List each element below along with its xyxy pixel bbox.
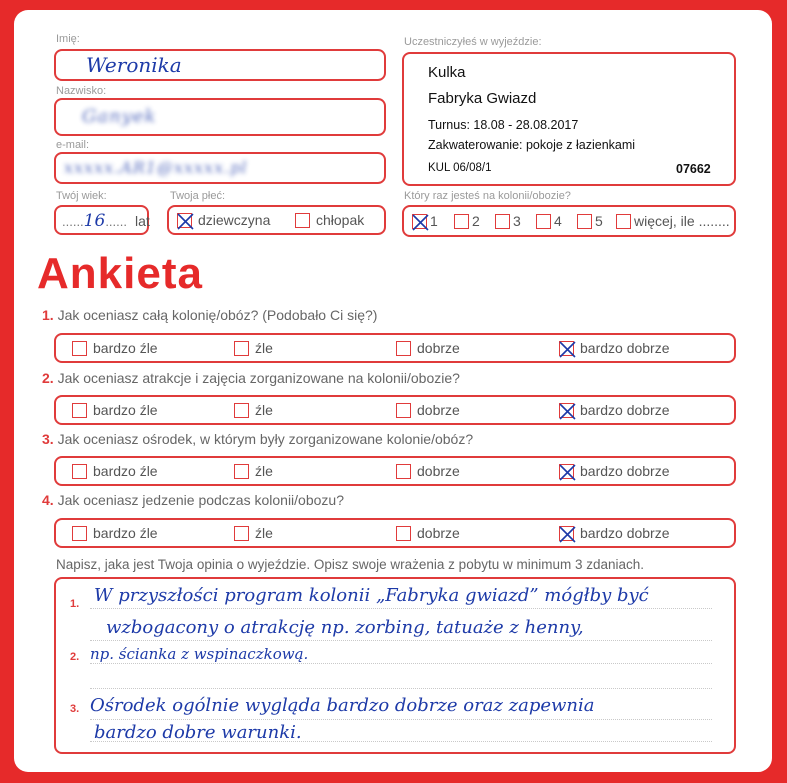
question-3-rating [54, 456, 736, 486]
rating-checkbox[interactable] [234, 526, 249, 541]
rating-option-zle[interactable] [234, 525, 273, 541]
rating-checkbox[interactable] [72, 526, 87, 541]
visits-label: Który raz jesteś na kolonii/obozie? [404, 190, 571, 202]
rating-option-bardzo-dobrze[interactable] [559, 463, 670, 479]
email-field[interactable] [54, 152, 386, 184]
rating-label: źle [255, 525, 273, 541]
visit-4-label: 4 [554, 213, 562, 229]
opinion-box[interactable] [54, 577, 736, 754]
rating-option-bardzo-zle[interactable] [72, 402, 158, 418]
rating-checkbox[interactable] [396, 526, 411, 541]
age-value: 16 [83, 211, 106, 231]
check-mark-icon [558, 339, 578, 359]
opinion-number-2: 2. [70, 651, 80, 663]
question-4-rating [54, 518, 736, 548]
trip-number: 07662 [676, 162, 711, 176]
opinion-line-1: W przyszłości program kolonii „Fabryka gwiazd” mógłby być [94, 585, 649, 606]
rating-label: bardzo dobrze [580, 402, 670, 418]
visit-1-checkbox[interactable] [412, 214, 427, 229]
question-3 [42, 431, 473, 447]
question-4-number: 4. [42, 492, 54, 508]
rating-option-dobrze[interactable] [396, 525, 460, 541]
visit-2-label: 2 [472, 213, 480, 229]
rating-option-dobrze[interactable] [396, 340, 460, 356]
question-4-text: Jak oceniasz jedzenie podczas kolonii/obozu? [57, 492, 344, 508]
opinion-line-4: Ośrodek ogólnie wygląda bardzo dobrze oraz zapewnia [90, 695, 595, 716]
visit-more-checkbox[interactable] [616, 214, 631, 229]
rating-label: bardzo źle [93, 402, 158, 418]
visit-2-checkbox[interactable] [454, 214, 469, 229]
rating-label: dobrze [417, 340, 460, 356]
trip-box [402, 52, 736, 186]
rating-checkbox[interactable] [234, 464, 249, 479]
trip-accommodation: Zakwaterowanie: pokoje z łazienkami [428, 138, 636, 152]
visit-option-2[interactable] [454, 213, 480, 229]
rating-checkbox[interactable] [72, 403, 87, 418]
rating-checkbox[interactable] [396, 403, 411, 418]
rating-option-zle[interactable] [234, 340, 273, 356]
visit-option-more[interactable] [616, 213, 730, 229]
rating-label: źle [255, 340, 273, 356]
visit-option-4[interactable] [536, 213, 562, 229]
visit-5-checkbox[interactable] [577, 214, 592, 229]
male-label: chłopak [316, 212, 365, 228]
rating-option-bardzo-dobrze[interactable] [559, 402, 670, 418]
rating-checkbox[interactable] [72, 464, 87, 479]
rating-option-bardzo-zle[interactable] [72, 463, 158, 479]
question-1 [42, 307, 377, 323]
rating-option-zle[interactable] [234, 402, 273, 418]
check-mark-icon [176, 211, 196, 231]
question-3-text: Jak oceniasz ośrodek, w którym były zorganizowane kolonie/obóz? [57, 431, 474, 447]
email-label: e-mail: [56, 139, 90, 151]
rating-checkbox[interactable] [559, 526, 574, 541]
question-3-number: 3. [42, 431, 54, 447]
female-checkbox[interactable] [177, 213, 192, 228]
rating-checkbox[interactable] [396, 341, 411, 356]
rating-option-zle[interactable] [234, 463, 273, 479]
visit-option-5[interactable] [577, 213, 603, 229]
opinion-line-2: wzbogacony o atrakcję np. zorbing, tatuaże z henny, [106, 617, 584, 638]
opinion-line-3: np. ścianka z wspinaczkową. [90, 645, 309, 663]
trip-line1: Kulka [428, 64, 466, 81]
question-2-number: 2. [42, 370, 54, 386]
age-label: Twój wiek: [56, 190, 107, 202]
rating-checkbox[interactable] [72, 341, 87, 356]
rating-option-bardzo-zle[interactable] [72, 340, 158, 356]
opinion-number-3: 3. [70, 703, 80, 715]
visit-3-checkbox[interactable] [495, 214, 510, 229]
rating-label: źle [255, 402, 273, 418]
male-checkbox[interactable] [295, 213, 310, 228]
surname-value: Ganyek [82, 106, 157, 127]
age-dots-after: ...... [105, 213, 127, 229]
visit-4-checkbox[interactable] [536, 214, 551, 229]
rating-option-bardzo-zle[interactable] [72, 525, 158, 541]
question-4 [42, 492, 344, 508]
sex-field [167, 205, 386, 235]
rating-label: dobrze [417, 463, 460, 479]
rating-label: bardzo źle [93, 525, 158, 541]
trip-turnus: Turnus: 18.08 - 28.08.2017 [428, 118, 579, 132]
question-1-rating [54, 333, 736, 363]
visit-option-3[interactable] [495, 213, 521, 229]
rating-label: bardzo źle [93, 463, 158, 479]
visit-more-label: więcej, ile ........ [634, 213, 730, 229]
opinion-line-5: bardzo dobre warunki. [94, 722, 302, 743]
rating-checkbox[interactable] [234, 341, 249, 356]
question-2 [42, 370, 460, 386]
age-field[interactable] [54, 205, 149, 235]
visit-3-label: 3 [513, 213, 521, 229]
check-mark-icon [558, 462, 578, 482]
question-1-number: 1. [42, 307, 54, 323]
email-value: xxxxx.AR1@xxxxx.pl [64, 158, 248, 177]
surname-label: Nazwisko: [56, 85, 107, 97]
rating-checkbox[interactable] [559, 464, 574, 479]
visit-5-label: 5 [595, 213, 603, 229]
question-2-rating [54, 395, 736, 425]
check-mark-icon [558, 401, 578, 421]
check-mark-icon [558, 524, 578, 544]
trip-line2: Fabryka Gwiazd [428, 90, 537, 107]
name-value: Weronika [86, 53, 182, 77]
age-dots-before: ...... [62, 213, 84, 229]
check-mark-icon [411, 212, 431, 232]
trip-code: KUL 06/08/1 [428, 162, 492, 174]
name-field[interactable] [54, 49, 386, 81]
rating-label: bardzo źle [93, 340, 158, 356]
rating-label: bardzo dobrze [580, 525, 670, 541]
sex-label: Twoja płeć: [170, 190, 226, 202]
rating-checkbox[interactable] [559, 403, 574, 418]
visits-field [402, 205, 736, 237]
trip-label: Uczestniczyłeś w wyjeździe: [404, 36, 542, 48]
sex-option-male[interactable] [295, 212, 364, 228]
question-2-text: Jak oceniasz atrakcje i zajęcia zorganizowane na kolonii/obozie? [57, 370, 460, 386]
rating-label: dobrze [417, 402, 460, 418]
age-unit: lat [134, 213, 150, 229]
form-title: Ankieta [37, 249, 203, 298]
visit-option-1[interactable] [412, 213, 438, 229]
opinion-prompt: Napisz, jaka jest Twoja opinia o wyjeździe. Opisz swoje wrażenia z pobytu w minimum 3 zdaniach. [56, 557, 645, 572]
rating-label: dobrze [417, 525, 460, 541]
rating-checkbox[interactable] [396, 464, 411, 479]
question-1-text: Jak oceniasz całą kolonię/obóz? (Podobało Ci się?) [57, 307, 378, 323]
opinion-number-1: 1. [70, 598, 80, 610]
visit-1-label: 1 [430, 213, 438, 229]
rating-label: bardzo dobrze [580, 463, 670, 479]
rating-label: źle [255, 463, 273, 479]
rating-option-bardzo-dobrze[interactable] [559, 340, 670, 356]
surname-field[interactable] [54, 98, 386, 136]
rating-option-dobrze[interactable] [396, 463, 460, 479]
rating-label: bardzo dobrze [580, 340, 670, 356]
rating-option-dobrze[interactable] [396, 402, 460, 418]
rating-checkbox[interactable] [234, 403, 249, 418]
female-label: dziewczyna [198, 212, 271, 228]
sex-option-female[interactable] [177, 212, 270, 228]
rating-option-bardzo-dobrze[interactable] [559, 525, 670, 541]
rating-checkbox[interactable] [559, 341, 574, 356]
name-label: Imię: [56, 33, 80, 45]
